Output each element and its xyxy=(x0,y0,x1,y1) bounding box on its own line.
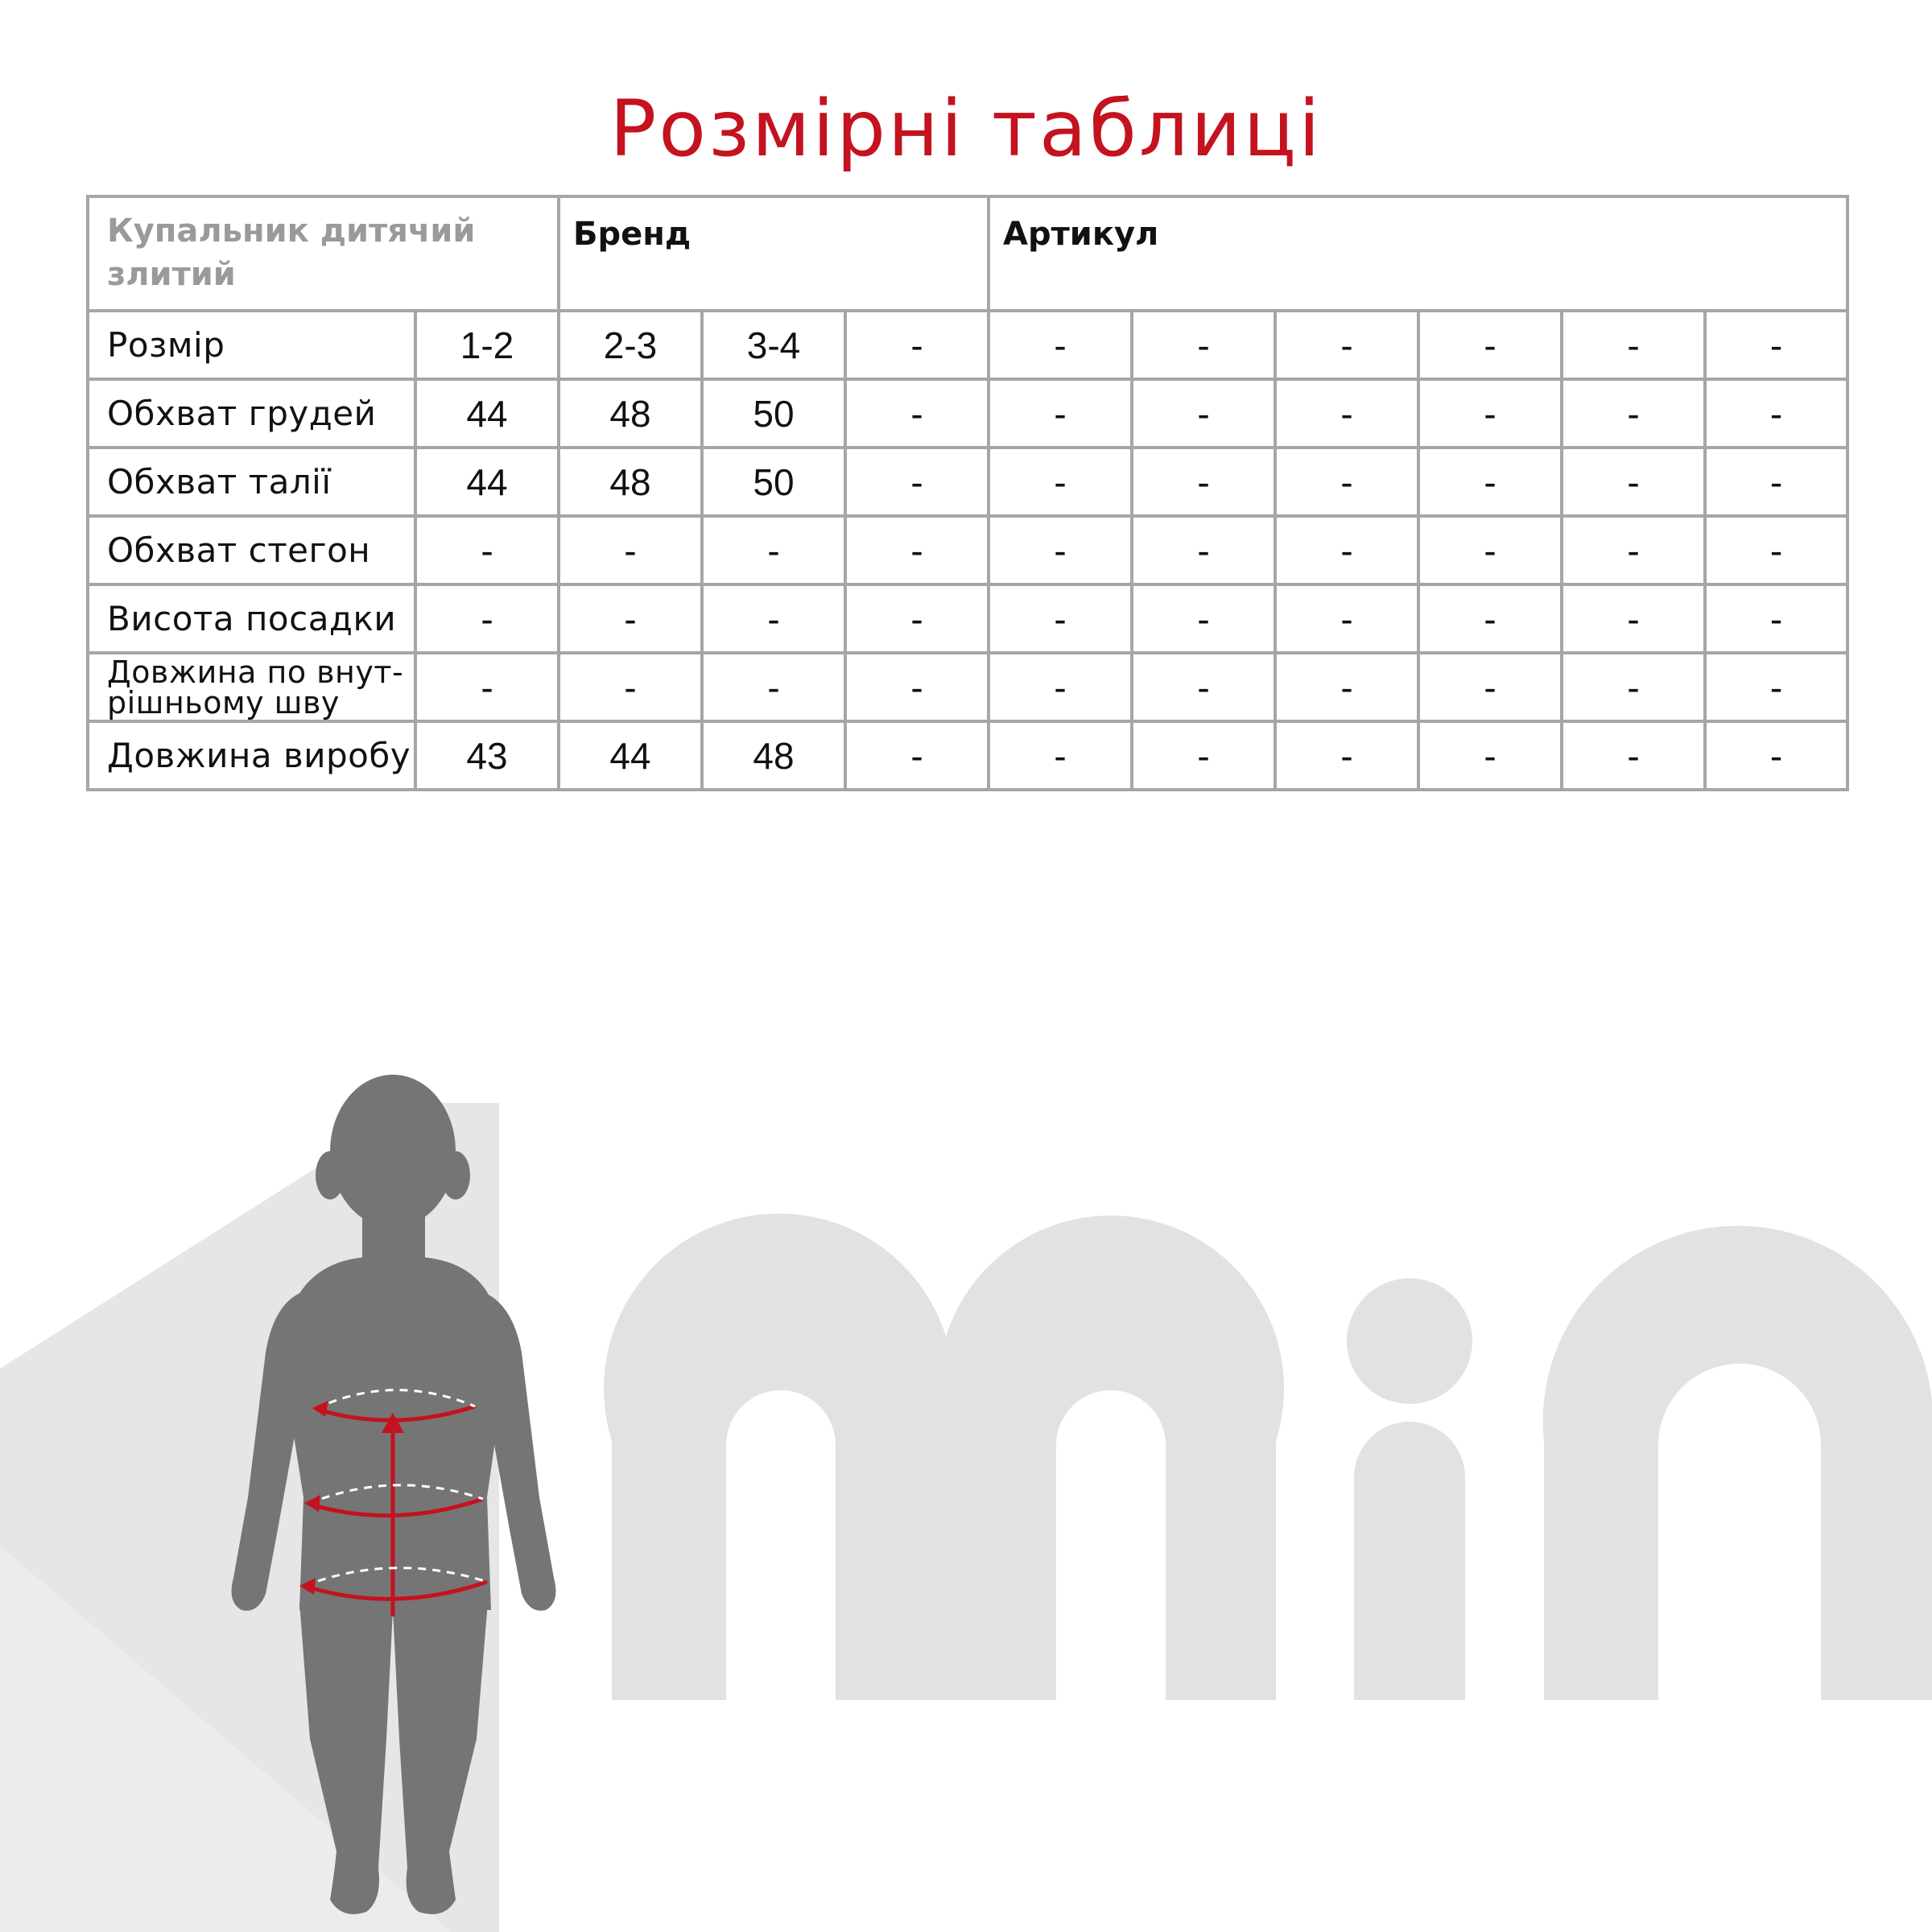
table-cell: - xyxy=(1132,379,1275,448)
logo-i-dot xyxy=(1347,1278,1472,1404)
table-cell: - xyxy=(415,516,559,584)
table-cell: - xyxy=(559,516,702,584)
table-cell: 48 xyxy=(559,379,702,448)
table-cell: - xyxy=(1132,584,1275,653)
table-cell: - xyxy=(1705,379,1847,448)
table-cell: - xyxy=(989,721,1132,790)
table-cell: - xyxy=(845,448,989,516)
table-cell: - xyxy=(1132,653,1275,721)
table-cell: 43 xyxy=(415,721,559,790)
table-cell: - xyxy=(1562,721,1705,790)
table-cell: - xyxy=(845,584,989,653)
row-label: Довжина по внут-рішньому шву xyxy=(88,653,415,721)
table-cell: - xyxy=(845,516,989,584)
table-cell: - xyxy=(1562,448,1705,516)
table-cell: - xyxy=(1275,448,1418,516)
child-measurement-illustration xyxy=(0,1046,1932,1932)
table-cell: - xyxy=(1705,516,1847,584)
table-row xyxy=(88,516,1847,584)
table-cell: - xyxy=(1418,584,1562,653)
table-cell: - xyxy=(1418,379,1562,448)
row-label: Довжина виробу xyxy=(88,721,415,790)
table-cell: 44 xyxy=(415,379,559,448)
table-cell: 50 xyxy=(702,448,845,516)
row-label: Обхват грудей xyxy=(88,379,415,448)
table-cell: - xyxy=(989,516,1132,584)
table-cell: - xyxy=(1562,379,1705,448)
table-cell: - xyxy=(1562,311,1705,379)
table-cell: - xyxy=(845,721,989,790)
table-cell: - xyxy=(1418,311,1562,379)
table-cell: - xyxy=(1705,448,1847,516)
table-cell: 1-2 xyxy=(415,311,559,379)
table-cell: - xyxy=(1275,311,1418,379)
article-header: Артикул xyxy=(989,196,1847,311)
table-cell: - xyxy=(845,311,989,379)
table-cell: - xyxy=(1418,721,1562,790)
table-cell: - xyxy=(989,311,1132,379)
row-label: Розмір xyxy=(88,311,415,379)
table-cell: - xyxy=(1418,448,1562,516)
table-cell: - xyxy=(1562,653,1705,721)
table-cell: 44 xyxy=(415,448,559,516)
table-cell: 2-3 xyxy=(559,311,702,379)
table-cell: - xyxy=(989,379,1132,448)
table-cell: - xyxy=(1705,653,1847,721)
table-cell: - xyxy=(559,653,702,721)
row-label: Висота посадки xyxy=(88,584,415,653)
table-cell: - xyxy=(1275,721,1418,790)
table-cell: - xyxy=(1705,584,1847,653)
table-cell: - xyxy=(702,653,845,721)
brand-header: Бренд xyxy=(559,196,989,311)
table-cell: - xyxy=(1275,379,1418,448)
table-row xyxy=(88,448,1847,516)
table-cell: - xyxy=(989,653,1132,721)
table-cell: 44 xyxy=(559,721,702,790)
table-cell: - xyxy=(1275,584,1418,653)
table-row xyxy=(88,721,1847,790)
table-cell: 48 xyxy=(559,448,702,516)
table-row xyxy=(88,311,1847,379)
table-cell: - xyxy=(702,516,845,584)
table-cell: - xyxy=(415,584,559,653)
table-row xyxy=(88,584,1847,653)
table-cell: - xyxy=(1132,448,1275,516)
table-cell: - xyxy=(845,379,989,448)
table-cell: - xyxy=(1705,311,1847,379)
table-row xyxy=(88,653,1847,721)
size-table xyxy=(86,195,1849,791)
table-cell: - xyxy=(1275,516,1418,584)
table-row xyxy=(88,379,1847,448)
row-label: Обхват стегон xyxy=(88,516,415,584)
row-label: Обхват талії xyxy=(88,448,415,516)
table-cell: 48 xyxy=(702,721,845,790)
table-cell: - xyxy=(415,653,559,721)
table-cell: - xyxy=(1562,516,1705,584)
table-cell: - xyxy=(1562,584,1705,653)
table-cell: - xyxy=(1275,653,1418,721)
table-header-row xyxy=(88,196,1847,311)
table-cell: - xyxy=(1132,311,1275,379)
page-title: Розмірні таблиці xyxy=(609,84,1323,174)
product-name: Купальник дитячий злитий xyxy=(88,196,559,311)
table-cell: - xyxy=(1132,516,1275,584)
table-cell: - xyxy=(1418,516,1562,584)
table-cell: - xyxy=(702,584,845,653)
table-cell: - xyxy=(1418,653,1562,721)
table-cell: - xyxy=(1705,721,1847,790)
table-cell: - xyxy=(559,584,702,653)
table-cell: 50 xyxy=(702,379,845,448)
table-cell: - xyxy=(845,653,989,721)
brand-logo-watermark xyxy=(604,1214,1932,1700)
table-cell: - xyxy=(989,448,1132,516)
table-cell: 3-4 xyxy=(702,311,845,379)
table-cell: - xyxy=(989,584,1132,653)
table-cell: - xyxy=(1132,721,1275,790)
